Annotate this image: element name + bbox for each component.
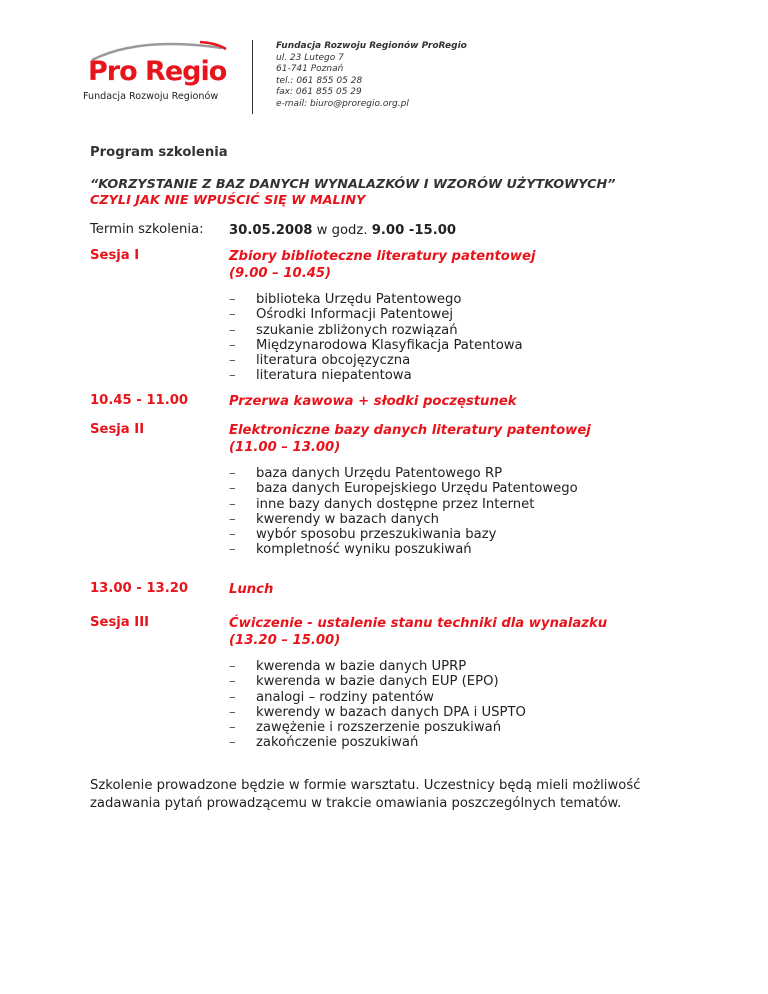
organization-address bbox=[276, 41, 467, 110]
topic-text: kwerendy w bazach danych DPA i USPTO bbox=[256, 704, 526, 720]
topic-text: literatura niepatentowa bbox=[256, 368, 412, 384]
course-title-line1: “KORZYSTANIE Z BAZ DANYCH WYNALAZKÓW I WZORÓW UŻYTKOWYCH” bbox=[90, 177, 616, 192]
topic-text: Ośrodki Informacji Patentowej bbox=[256, 307, 454, 323]
dash-bullet: – bbox=[229, 511, 236, 527]
list-item bbox=[229, 735, 526, 750]
dash-bullet: – bbox=[229, 322, 236, 338]
dash-bullet: – bbox=[229, 337, 236, 353]
dash-bullet: – bbox=[229, 466, 236, 481]
dash-bullet: – bbox=[229, 481, 236, 497]
org-email: e-mail: biuro@proregio.org.pl bbox=[276, 98, 409, 109]
logo-tagline: Fundacja Rozwoju Regionów bbox=[83, 91, 219, 102]
session-2-label: Sesja II bbox=[90, 422, 145, 437]
list-item bbox=[229, 338, 523, 353]
course-title-line2: CZYLI JAK NIE WPUŚCIĆ SIĘ W MALINY bbox=[90, 193, 366, 208]
session-1-title-time: (9.00 – 10.45) bbox=[229, 266, 332, 281]
break-1-time: 10.45 - 11.00 bbox=[90, 393, 189, 408]
term-value bbox=[229, 222, 456, 239]
dash-bullet: – bbox=[229, 735, 236, 751]
list-item bbox=[229, 527, 578, 542]
session-2-title bbox=[229, 422, 591, 456]
list-item bbox=[229, 659, 526, 674]
topic-text: zakończenie poszukiwań bbox=[256, 735, 419, 751]
dash-bullet: – bbox=[229, 307, 236, 323]
closing-paragraph: Szkolenie prowadzone będzie w formie warsztatu. Uczestnicy będą mieli możliwość zadawania pytań prowadzącemu w trakcie omawiania poszczególnych tematów. bbox=[90, 778, 641, 811]
session-3-label: Sesja III bbox=[90, 615, 150, 630]
session-3-title bbox=[229, 615, 607, 649]
topic-text: kwerenda w bazie danych EUP (EPO) bbox=[256, 674, 499, 690]
topic-text: zawężenie i rozszerzenie poszukiwań bbox=[256, 720, 502, 736]
list-item bbox=[229, 353, 523, 368]
topic-text: baza danych Urzędu Patentowego RP bbox=[256, 466, 503, 481]
org-city: 61-741 Poznań bbox=[276, 64, 344, 74]
list-item bbox=[229, 307, 523, 322]
topic-text: inne bazy danych dostępne przez Internet bbox=[256, 496, 535, 512]
session-1-topics bbox=[229, 292, 523, 384]
topic-text: literatura obcojęzyczna bbox=[256, 353, 411, 369]
dash-bullet: – bbox=[229, 292, 236, 307]
session-2-title-line1: Elektroniczne bazy danych literatury patentowej bbox=[229, 423, 591, 438]
dash-bullet: – bbox=[229, 689, 236, 705]
list-item bbox=[229, 705, 526, 720]
session-1-title-line1: Zbiory biblioteczne literatury patentowej bbox=[229, 249, 536, 264]
list-item bbox=[229, 466, 578, 481]
list-item bbox=[229, 368, 523, 383]
topic-text: kompletność wyniku poszukiwań bbox=[256, 542, 472, 558]
topic-text: baza danych Europejskiego Urzędu Patentowego bbox=[256, 481, 578, 497]
term-hours: 9.00 -15.00 bbox=[371, 223, 457, 238]
program-heading: Program szkolenia bbox=[90, 145, 228, 160]
list-item bbox=[229, 512, 578, 527]
list-item bbox=[229, 292, 523, 307]
list-item bbox=[229, 481, 578, 496]
dash-bullet: – bbox=[229, 527, 236, 543]
org-name: Fundacja Rozwoju Regionów ProRegio bbox=[276, 41, 467, 51]
session-3-title-line1: Ćwiczenie - ustalenie stanu techniki dla wynalazku bbox=[229, 616, 608, 631]
dash-bullet: – bbox=[229, 674, 236, 690]
break-2-time: 13.00 - 13.20 bbox=[90, 581, 189, 596]
org-phone: tel.: 061 855 05 28 bbox=[276, 75, 363, 86]
org-fax: fax: 061 855 05 29 bbox=[276, 87, 362, 97]
topic-text: kwerenda w bazie danych UPRP bbox=[256, 659, 467, 674]
dash-bullet: – bbox=[229, 659, 236, 674]
dash-bullet: – bbox=[229, 704, 236, 720]
topic-text: analogi – rodziny patentów bbox=[256, 689, 434, 705]
topic-text: wybór sposobu przeszukiwania bazy bbox=[256, 527, 497, 543]
list-item bbox=[229, 323, 523, 338]
break-2-title: Lunch bbox=[229, 582, 274, 597]
list-item bbox=[229, 690, 526, 705]
logo-brand-text: Pro Regio bbox=[88, 56, 227, 87]
session-1-label: Sesja I bbox=[90, 248, 140, 263]
term-date: 30.05.2008 bbox=[229, 223, 313, 238]
course-title bbox=[90, 177, 615, 209]
dash-bullet: – bbox=[229, 353, 236, 369]
term-middle: w godz. bbox=[312, 223, 372, 238]
topic-text: kwerendy w bazach danych bbox=[256, 511, 439, 527]
topic-text: biblioteka Urzędu Patentowego bbox=[256, 292, 462, 307]
pro-regio-logo bbox=[80, 40, 240, 106]
list-item bbox=[229, 542, 578, 557]
session-3-topics bbox=[229, 659, 526, 751]
session-3-title-time: (13.20 – 15.00) bbox=[229, 633, 341, 648]
break-1-title: Przerwa kawowa + słodki poczęstunek bbox=[229, 394, 517, 409]
dash-bullet: – bbox=[229, 720, 236, 736]
list-item bbox=[229, 497, 578, 512]
list-item bbox=[229, 720, 526, 735]
session-2-topics bbox=[229, 466, 578, 558]
header-divider bbox=[252, 40, 253, 114]
topic-text: Międzynarodowa Klasyfikacja Patentowa bbox=[256, 337, 523, 353]
dash-bullet: – bbox=[229, 496, 236, 512]
dash-bullet: – bbox=[229, 542, 236, 558]
org-street: ul. 23 Lutego 7 bbox=[276, 52, 344, 63]
session-1-title bbox=[229, 248, 536, 282]
dash-bullet: – bbox=[229, 368, 236, 384]
topic-text: szukanie zbliżonych rozwiązań bbox=[256, 322, 458, 338]
session-2-title-time: (11.00 – 13.00) bbox=[229, 440, 341, 455]
term-label: Termin szkolenia: bbox=[90, 222, 204, 237]
list-item bbox=[229, 674, 526, 689]
